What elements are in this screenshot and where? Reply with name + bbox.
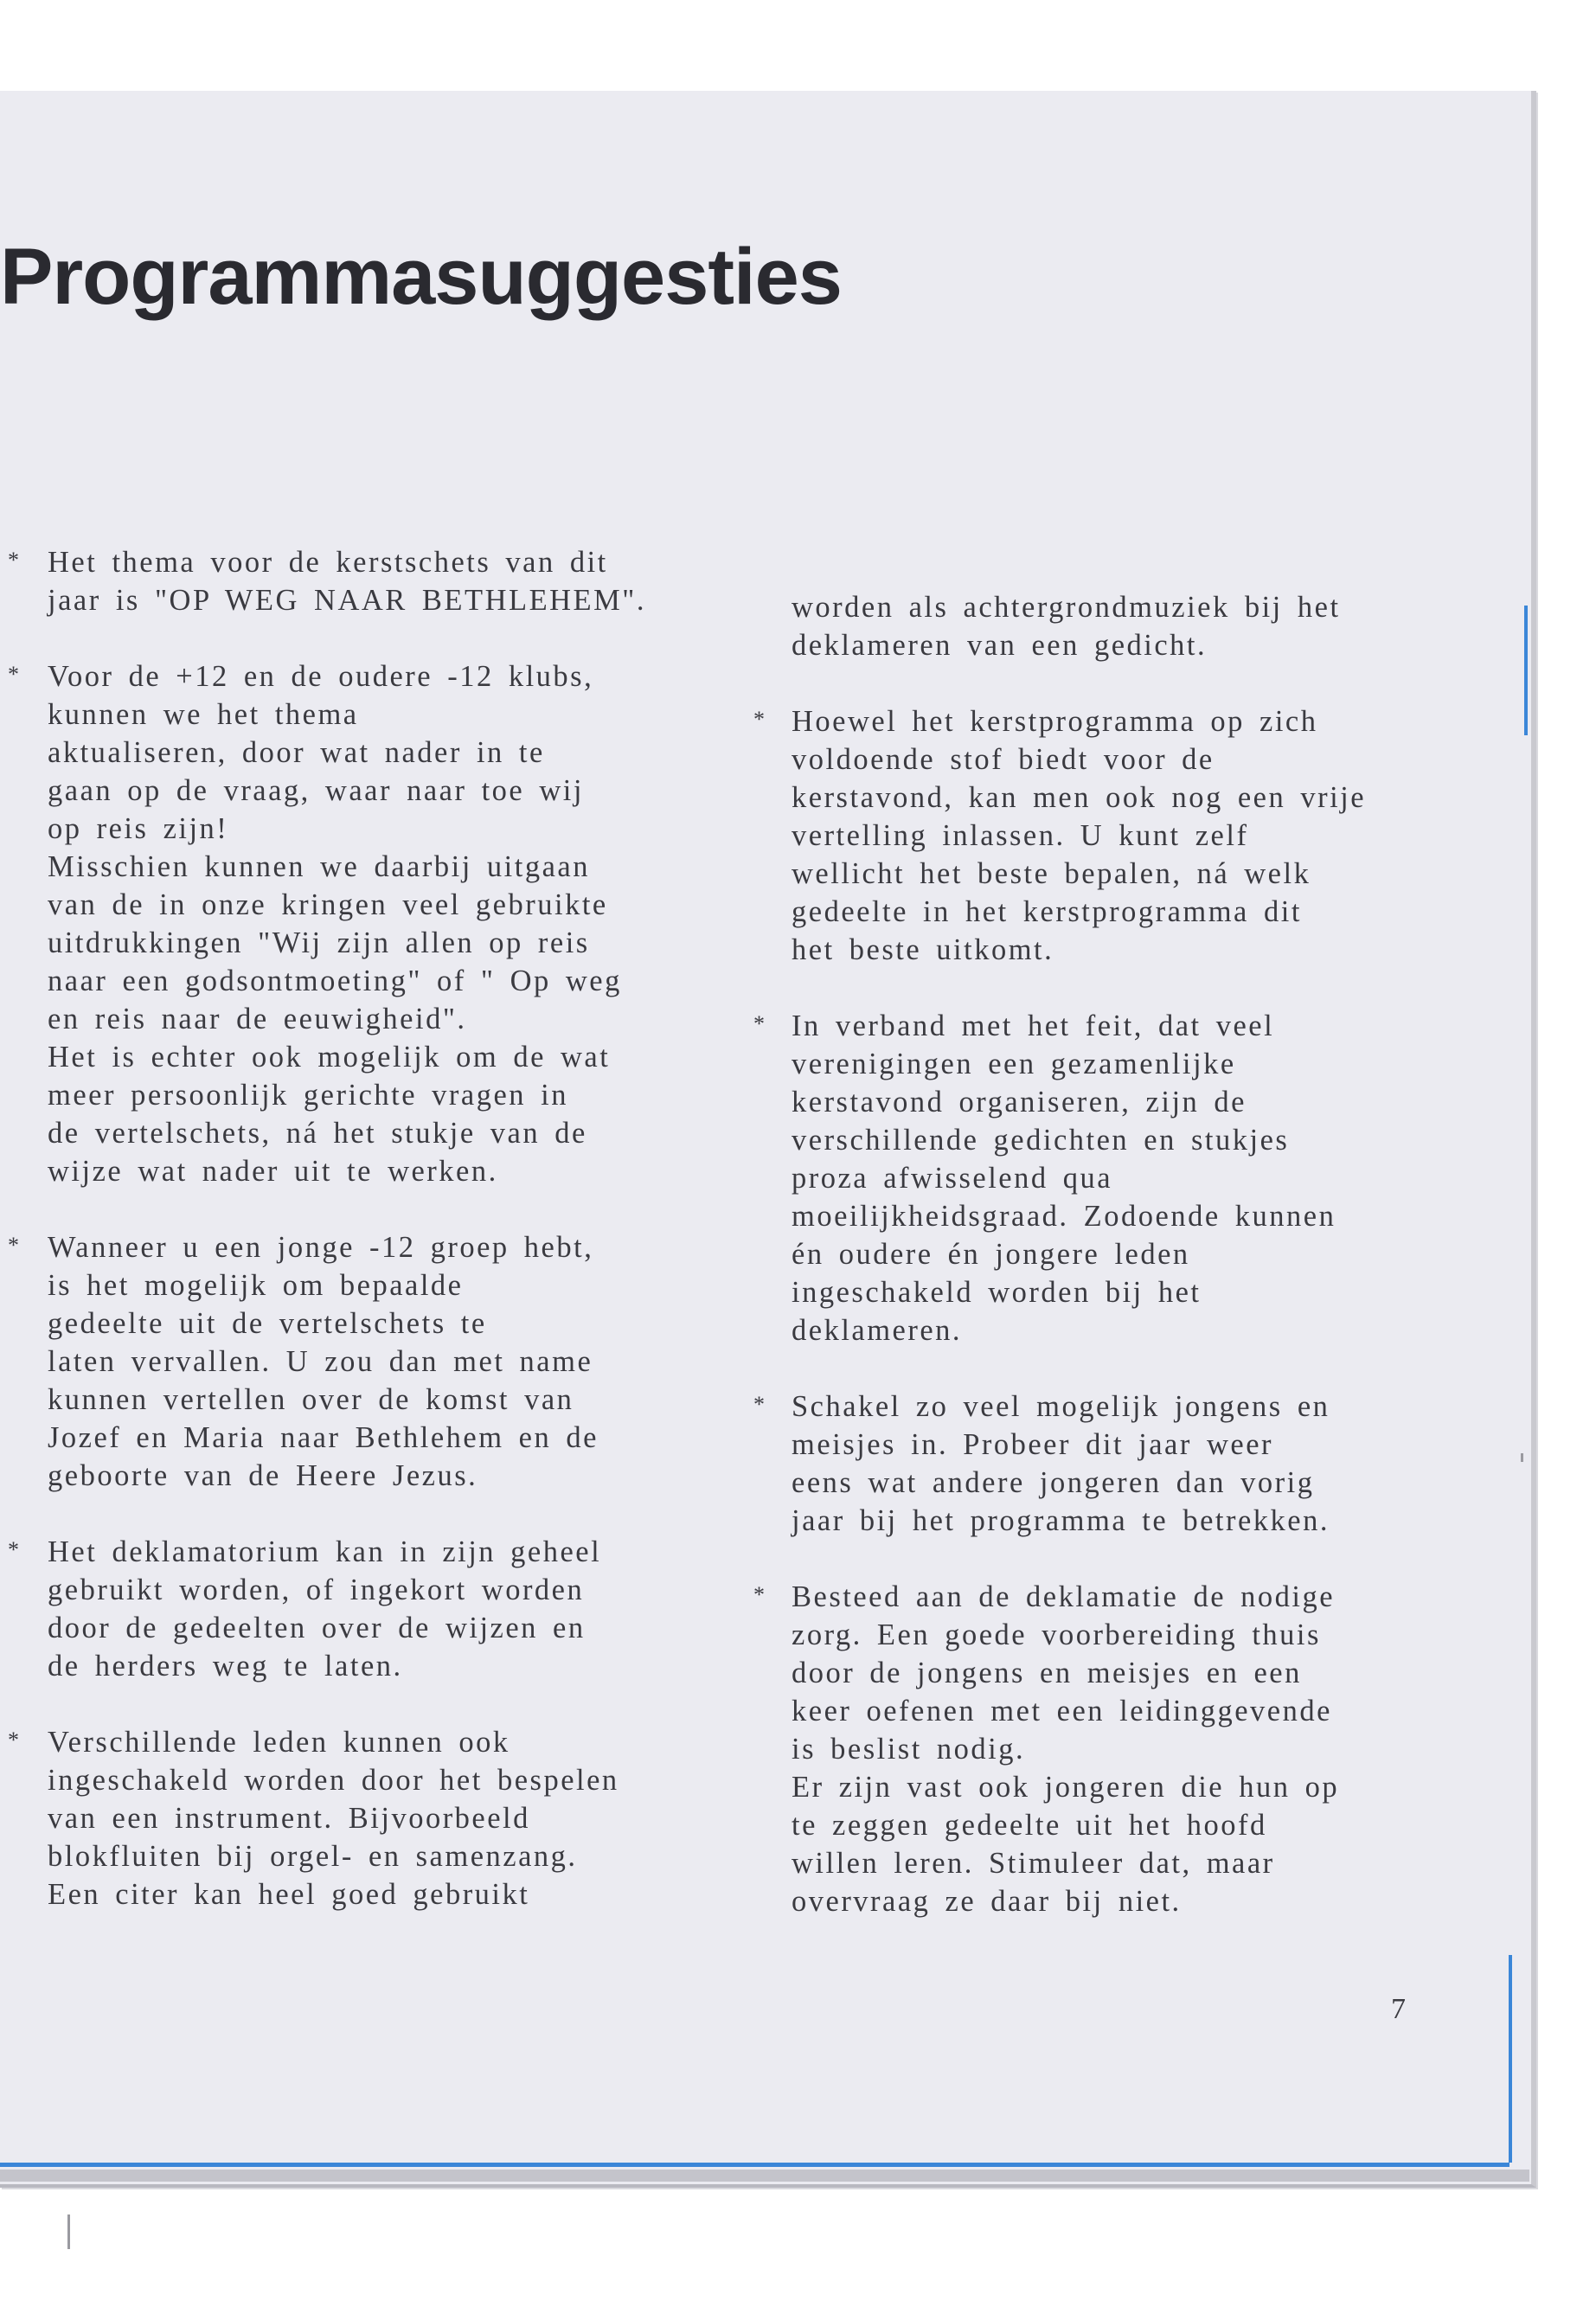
text-line: Wanneer u een jonge -12 groep hebt, [48, 1231, 594, 1264]
text-line: overvraag ze daar bij niet. [792, 1885, 1182, 1918]
text-line: zorg. Een goede voorbereiding thuis [792, 1618, 1321, 1651]
text-line: ingeschakeld worden door het bespelen [48, 1764, 619, 1797]
text-line: wellicht het beste bepalen, ná welk [792, 857, 1311, 890]
left-column [8, 543, 757, 1952]
text-line: de vertelschets, ná het stukje van de [48, 1117, 587, 1150]
text-line: Jozef en Maria naar Bethlehem en de [48, 1421, 599, 1454]
text-line: deklameren. [792, 1314, 963, 1347]
text-line: willen leren. Stimuleer dat, maar [792, 1847, 1275, 1880]
suggestion-item [8, 657, 757, 1190]
text-line: proza afwisselend qua [792, 1162, 1113, 1195]
text-line: Besteed aan de deklamatie de nodige [792, 1580, 1336, 1613]
text-line: is beslist nodig. [792, 1733, 1026, 1766]
bullet-asterisk: * [753, 1011, 767, 1036]
text-line: Voor de +12 en de oudere -12 klubs, [48, 660, 594, 693]
bottom-accent-line [0, 2163, 1509, 2167]
scan-speck [1521, 1453, 1523, 1462]
suggestion-item-continued [792, 588, 1501, 664]
text-line: en reis naar de eeuwigheid". [48, 1003, 467, 1035]
text-line: Het thema voor de kerstschets van dit [48, 546, 608, 579]
text-line: aktualiseren, door wat nader in te [48, 736, 545, 769]
suggestion-item [753, 702, 1501, 969]
bullet-asterisk: * [8, 1233, 22, 1258]
text-line: én oudere én jongere leden [792, 1238, 1190, 1271]
text-line: op reis zijn! [48, 812, 229, 845]
text-line: Verschillende leden kunnen ook [48, 1726, 510, 1759]
text-line: jaar is "OP WEG NAAR BETHLEHEM". [48, 584, 647, 617]
text-line: jaar bij het programma te betrekken. [792, 1504, 1330, 1537]
suggestion-item [8, 1723, 757, 1913]
text-line: kerstavond, kan men ook nog een vrije [792, 781, 1367, 814]
text-line: In verband met het feit, dat veel [792, 1009, 1275, 1042]
text-line: Misschien kunnen we daarbij uitgaan [48, 850, 590, 883]
text-line: geboorte van de Heere Jezus. [48, 1459, 478, 1492]
bullet-asterisk: * [8, 1727, 22, 1753]
text-line: naar een godsontmoeting" of " Op weg [48, 965, 622, 997]
right-column [753, 588, 1501, 1958]
text-line: van een instrument. Bijvoorbeeld [48, 1802, 530, 1835]
text-line: van de in onze kringen veel gebruikte [48, 888, 608, 921]
text-line: is het mogelijk om bepaalde [48, 1269, 464, 1302]
suggestion-item [753, 1007, 1501, 1349]
page-number: 7 [1391, 1993, 1406, 2025]
text-line: worden als achtergrondmuziek bij het [792, 591, 1341, 624]
bullet-asterisk: * [8, 548, 22, 573]
text-line: laten vervallen. U zou dan met name [48, 1345, 593, 1378]
bullet-asterisk: * [8, 1537, 22, 1562]
suggestion-item [753, 1388, 1501, 1540]
bullet-asterisk: * [8, 662, 22, 687]
text-line: kunnen vertellen over de komst van [48, 1383, 574, 1416]
text-line: uitdrukkingen "Wij zijn allen op reis [48, 926, 590, 959]
text-line: vertelling inlassen. U kunt zelf [792, 819, 1249, 852]
text-line: keer oefenen met een leidinggevende [792, 1695, 1332, 1727]
text-line: kunnen we het thema [48, 698, 359, 731]
suggestion-item [753, 1578, 1501, 1920]
text-line: blokfluiten bij orgel- en samenzang. [48, 1840, 578, 1873]
text-line: het beste uitkomt. [792, 933, 1054, 966]
page-edge [0, 2170, 1529, 2182]
text-line: gebruikt worden, of ingekort worden [48, 1574, 585, 1606]
text-line: eens wat andere jongeren dan vorig [792, 1466, 1315, 1499]
side-accent-line-lower [1509, 1955, 1512, 2163]
text-line: Er zijn vast ook jongeren die hun op [792, 1771, 1340, 1804]
text-line: door de gedeelten over de wijzen en [48, 1612, 586, 1644]
scan-speck [67, 2214, 70, 2249]
text-line: Het is echter ook mogelijk om de wat [48, 1041, 611, 1074]
text-line: meer persoonlijk gerichte vragen in [48, 1079, 568, 1112]
text-line: ingeschakeld worden bij het [792, 1276, 1202, 1309]
text-line: wijze wat nader uit te werken. [48, 1155, 498, 1188]
text-line: voldoende stof biedt voor de [792, 743, 1215, 776]
text-line: verenigingen een gezamenlijke [792, 1048, 1236, 1080]
bullet-asterisk: * [753, 1582, 767, 1607]
text-line: kerstavond organiseren, zijn de [792, 1086, 1247, 1118]
text-line: Schakel zo veel mogelijk jongens en [792, 1390, 1330, 1423]
text-line: te zeggen gedeelte uit het hoofd [792, 1809, 1267, 1842]
text-line: gaan op de vraag, waar naar toe wij [48, 774, 584, 807]
text-line: Een citer kan heel goed gebruikt [48, 1878, 530, 1911]
text-line: gedeelte in het kerstprogramma dit [792, 895, 1302, 928]
text-line: Hoewel het kerstprogramma op zich [792, 705, 1318, 738]
suggestion-item [8, 543, 757, 619]
text-line: Het deklamatorium kan in zijn geheel [48, 1535, 602, 1568]
text-line: de herders weg te laten. [48, 1650, 403, 1682]
suggestion-item [8, 1533, 757, 1685]
side-accent-line [1524, 606, 1528, 735]
text-line: meisjes in. Probeer dit jaar weer [792, 1428, 1274, 1461]
text-line: deklameren van een gedicht. [792, 629, 1208, 662]
text-line: gedeelte uit de vertelschets te [48, 1307, 487, 1340]
bullet-asterisk: * [753, 707, 767, 732]
text-line: door de jongens en meisjes en een [792, 1657, 1302, 1689]
text-line: moeilijkheidsgraad. Zodoende kunnen [792, 1200, 1336, 1233]
suggestion-item [8, 1228, 757, 1495]
bullet-asterisk: * [753, 1392, 767, 1417]
text-line: verschillende gedichten en stukjes [792, 1124, 1290, 1157]
page-title: Programmasuggesties [0, 233, 842, 321]
